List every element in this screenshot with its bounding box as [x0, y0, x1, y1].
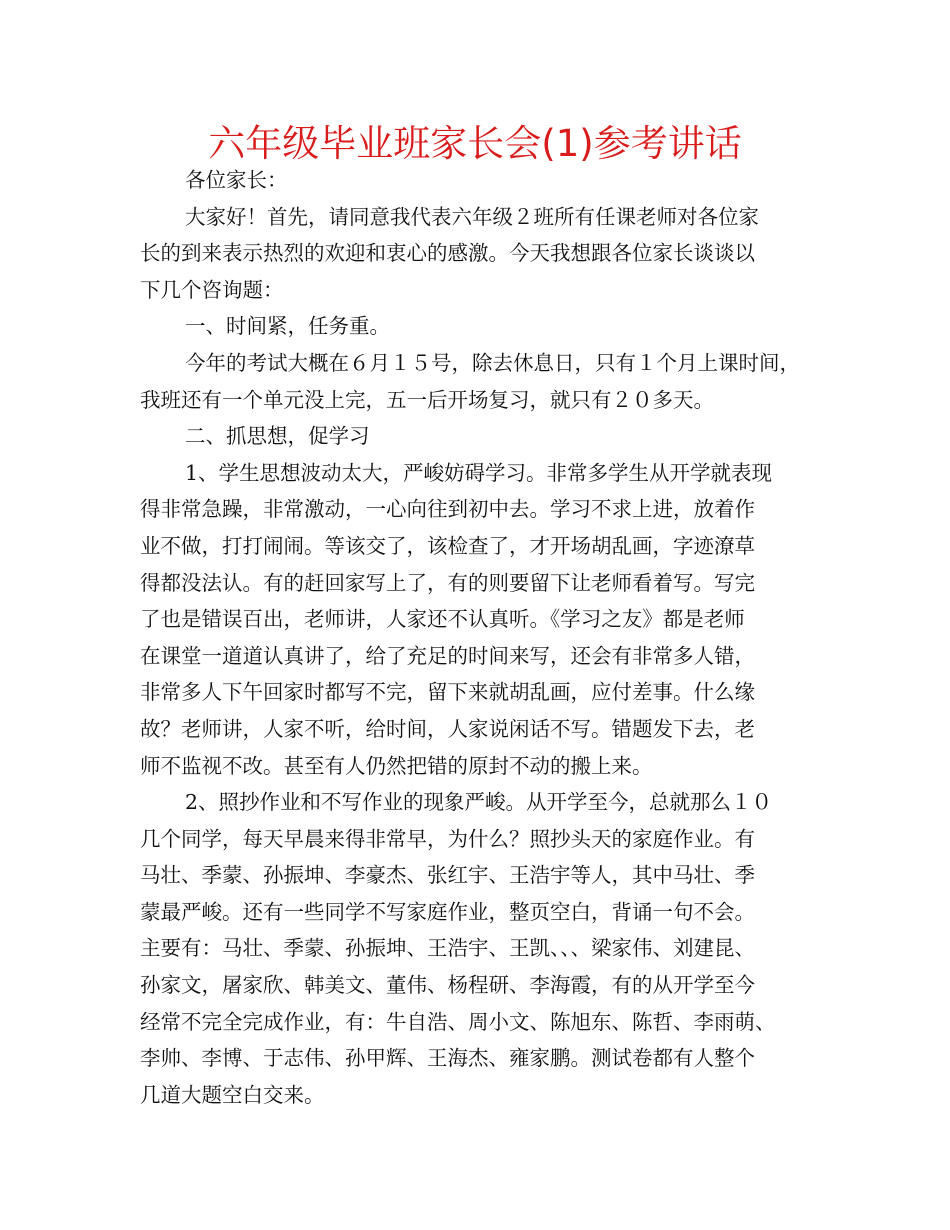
greeting-paragraph: [140, 162, 820, 199]
text-line: 马壮、季蒙、孙振坤、李豪杰、张红宇、王浩宇等人，其中马壮、季: [140, 863, 755, 888]
paragraph-schedule: [140, 345, 820, 418]
text-line: 蒙最严峻。还有一些同学不写家庭作业，整页空白，背诵一句不会。: [140, 899, 755, 924]
text-line: 2、照抄作业和不写作业的现象严峻。从开学至今，总就那么１０: [185, 790, 773, 815]
text-line: 1、学生思想波动太大，严峻妨碍学习。非常多学生从开学就表现: [185, 460, 773, 485]
text-line: 业不做，打打闹闹。等该交了，该检查了，才开场胡乱画，字迹潦草: [140, 533, 755, 558]
text-line: 今年的考试大概在６月１５号，除去休息日，只有１个月上课时间，: [185, 350, 800, 375]
paragraph-intro: [140, 199, 820, 309]
text-line: 得都没法认。有的赶回家写上了，有的则要留下让老师看着写。写完: [140, 570, 755, 595]
text-line: 师不监视不改。甚至有人仍然把错的原封不动的搬上来。: [140, 753, 653, 778]
text-line: 大家好！首先，请同意我代表六年级２班所有任课老师对各位家: [185, 204, 759, 229]
text-line: 了也是错误百出，老师讲，人家还不认真听。《学习之友》都是老师: [140, 607, 745, 632]
text-line: 非常多人下午回家时都写不完，留下来就胡乱画，应付差事。什么缘: [140, 680, 755, 705]
section-heading-2: [140, 418, 820, 455]
text-line: 孙家文，屠家欣、韩美文、董伟、杨程研、李海霞，有的从开学至今: [140, 973, 755, 998]
text-line: 一、时间紧，任务重。: [185, 314, 390, 339]
text-line: 二、抓思想，促学习: [185, 424, 370, 449]
text-line: 几个同学，每天早晨来得非常早，为什么？照抄头天的家庭作业。有: [140, 826, 755, 851]
section-heading-1: [140, 308, 820, 345]
text-line: 我班还有一个单元没上完，五一后开场复习，就只有２０多天。: [140, 387, 714, 412]
text-line: 在课堂一道道认真讲了，给了充足的时间来写，还会有非常多人错，: [140, 643, 755, 668]
document-title: 六年级毕业班家长会(1)参考讲话: [208, 122, 742, 165]
text-line: 几道大题空白交来。: [140, 1082, 325, 1107]
text-line: 李帅、李博、于志伟、孙甲辉、王海杰、雍家鹏。测试卷都有人整个: [140, 1046, 755, 1071]
text-line: 下几个咨询题：: [140, 277, 284, 302]
text-line: 经常不完全完成作业，有：牛自浩、周小文、陈旭东、陈哲、李雨萌、: [140, 1009, 776, 1034]
text-line: 得非常急躁，非常激动，一心向往到初中去。学习不求上进，放着作: [140, 497, 755, 522]
text-line: 主要有：马壮、季蒙、孙振坤、王浩宇、王凯、、、梁家伟、刘建昆、: [140, 936, 755, 961]
text-line: 长的到来表示热烈的欢迎和衷心的感激。今天我想跟各位家长谈谈以: [140, 241, 755, 266]
text-line: 故？老师讲，人家不听，给时间，人家说闲话不写。错题发下去，老: [140, 716, 755, 741]
paragraph-point-1: [140, 455, 820, 784]
paragraph-point-2: [140, 784, 820, 1113]
greeting-line: 各位家长：: [185, 168, 288, 192]
document-body: [140, 162, 820, 1113]
